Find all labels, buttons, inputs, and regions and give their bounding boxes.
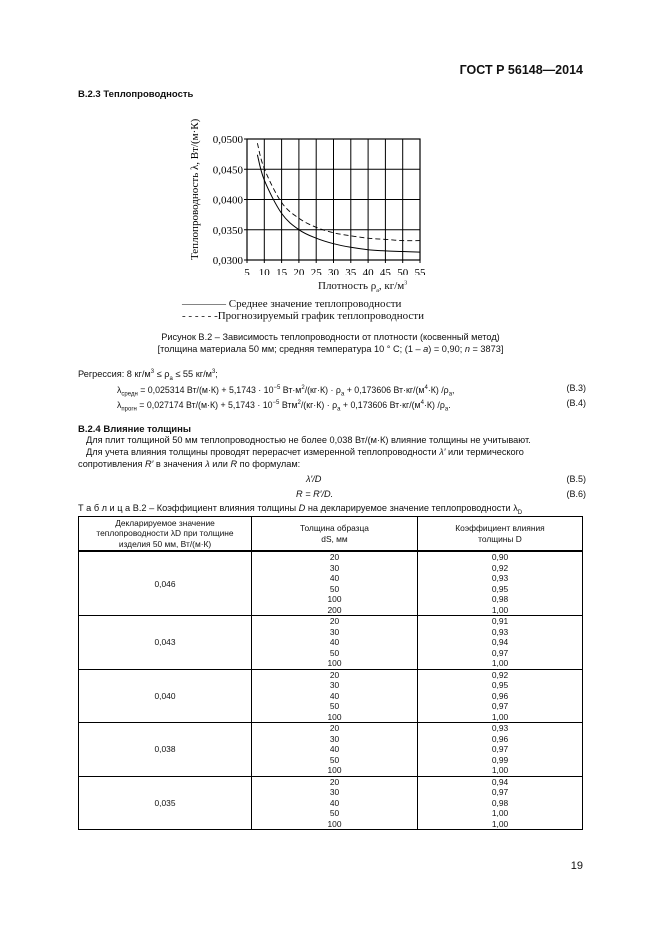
section-heading-b24: B.2.4 Влияние толщины bbox=[78, 424, 191, 435]
x-tick-labels bbox=[244, 267, 426, 275]
declared-lambda-cell: 0,043 bbox=[79, 616, 252, 670]
figure-caption: Рисунок B.2 – Зависимость теплопроводности от плотности (косвенный метод) [толщина материала 50 мм; средняя температура 10 ° С; (1 – a) = 0,90; n = 3873] bbox=[157, 332, 504, 354]
svg-text:0,0500: 0,0500 bbox=[212, 134, 243, 146]
svg-text:0,0350: 0,0350 bbox=[212, 224, 243, 237]
legend-item-forecast: - - - - - -Прогнозируемый график теплопроводности bbox=[182, 310, 424, 322]
page-number: 19 bbox=[570, 860, 583, 872]
y-axis-label: Теплопроводность λ, Вт/(м·К) bbox=[189, 118, 201, 260]
table-row bbox=[79, 669, 583, 723]
equation-b5: λ′/D bbox=[306, 474, 322, 484]
coefficient-values-cell: 0,91 0,93 0,94 0,97 1,00 bbox=[418, 616, 583, 670]
svg-text:50: 50 bbox=[397, 267, 409, 275]
svg-text:15: 15 bbox=[276, 267, 288, 275]
svg-text:0,0450: 0,0450 bbox=[212, 164, 243, 177]
legend-item-mean: ———— Среднее значение теплопроводности bbox=[182, 298, 402, 310]
svg-text:20: 20 bbox=[293, 267, 305, 275]
equation-number-b3: (B.3) bbox=[566, 383, 586, 393]
declared-lambda-cell: 0,038 bbox=[79, 723, 252, 777]
thickness-values-cell: 20 30 40 50 100 200 bbox=[252, 551, 418, 616]
y-tick-labels bbox=[213, 134, 244, 267]
thickness-values-cell: 20 30 40 50 100 bbox=[252, 616, 418, 670]
regression-range: Регрессия: 8 $кг/м^3 \le \rho_а \le 55$ $кг/м^3$; bbox=[78, 369, 218, 382]
header-declared-conductivity: Декларируемое значение теплопроводности λD при толщине изделия 50 мм, Вт/(м·К) bbox=[79, 517, 252, 552]
document-id: ГОСТ Р 56148—2014 bbox=[459, 63, 583, 77]
svg-text:0,0400: 0,0400 bbox=[212, 194, 243, 207]
declared-lambda-cell: 0,046 bbox=[79, 551, 252, 616]
equation-number-b6: (B.6) bbox=[566, 489, 586, 499]
thickness-values-cell: 20 30 40 50 100 bbox=[252, 723, 418, 777]
chart-grid bbox=[244, 139, 420, 263]
table-row bbox=[79, 776, 583, 830]
svg-text:25: 25 bbox=[310, 267, 322, 275]
table-row bbox=[79, 551, 583, 616]
table-row bbox=[79, 616, 583, 670]
legend bbox=[182, 298, 424, 322]
equation-b6: R = R′/D. bbox=[296, 489, 334, 499]
table-title: Т а б л и ц а B.2 – Коэффициент влияния толщины D на декларируемое значение теплопроводности $\lambda_D$ bbox=[78, 503, 523, 516]
svg-text:35: 35 bbox=[345, 267, 357, 275]
svg-text:45: 45 bbox=[379, 267, 391, 275]
svg-text:55: 55 bbox=[414, 267, 426, 275]
equation-b4: $\lambda_{прогн} = 0,027174$ $Вт/(м\cdot К) + 5,1743 \cdot 10^{-5}$ $Втм^2/(кг\cdot К) \cdot \rho_а + 0,173606$ $Вт\cdot кг/(м^4\cdot К)$ $/\rho_а$. bbox=[117, 399, 451, 413]
coefficient-values-cell: 0,90 0,92 0,93 0,95 0,98 1,00 bbox=[418, 551, 583, 616]
thickness-values-cell: 20 30 40 50 100 bbox=[252, 776, 418, 830]
paragraph-2: Для учета влияния толщины проводят перерасчет измеренной теплопроводности λ′ или термического сопротивления R′ в значения λ или R по формулам: bbox=[78, 447, 524, 469]
table-row bbox=[79, 723, 583, 777]
x-axis-label: Плотность $\rho_а$, $кг/м^3$ bbox=[318, 280, 408, 295]
svg-text:40: 40 bbox=[362, 267, 374, 275]
thickness-values-cell: 20 30 40 50 100 bbox=[252, 669, 418, 723]
paragraph-1: Для плит толщиной 50 мм теплопроводностью не более 0,038 Вт/(м·К) влияние толщины не учитывают. bbox=[86, 435, 531, 445]
header-sample-thickness: Толщина образца dS, мм bbox=[252, 517, 418, 552]
section-heading-b23: B.2.3 Теплопроводность bbox=[78, 89, 194, 100]
svg-text:30: 30 bbox=[328, 267, 339, 275]
thickness-coefficient-table bbox=[78, 516, 583, 830]
declared-lambda-cell: 0,035 bbox=[79, 776, 252, 830]
equation-number-b5: (B.5) bbox=[566, 474, 586, 484]
declared-lambda-cell: 0,040 bbox=[79, 669, 252, 723]
coefficient-values-cell: 0,93 0,96 0,97 0,99 1,00 bbox=[418, 723, 583, 777]
svg-text:5: 5 bbox=[244, 267, 250, 275]
svg-text:10: 10 bbox=[258, 267, 270, 275]
thermal-conductivity-chart bbox=[180, 100, 450, 275]
equation-number-b4: (B.4) bbox=[566, 398, 586, 408]
header-thickness-coefficient: Коэффициент влияния толщины D bbox=[418, 517, 583, 552]
coefficient-values-cell: 0,92 0,95 0,96 0,97 1,00 bbox=[418, 669, 583, 723]
svg-text:0,0300: 0,0300 bbox=[212, 255, 243, 267]
coefficient-values-cell: 0,94 0,97 0,98 1,00 1,00 bbox=[418, 776, 583, 830]
equation-b3: $\lambda_{средн} = 0,025314$ $Вт/(м\cdot К) + 5,1743 \cdot 10^{-5}$ $Вт\cdot м^2/(кг\cdot К) \cdot \rho_а + 0,173606$ $Вт\cdot кг/(м^4\cdot К)$ $/\rho_а$, bbox=[117, 384, 455, 398]
